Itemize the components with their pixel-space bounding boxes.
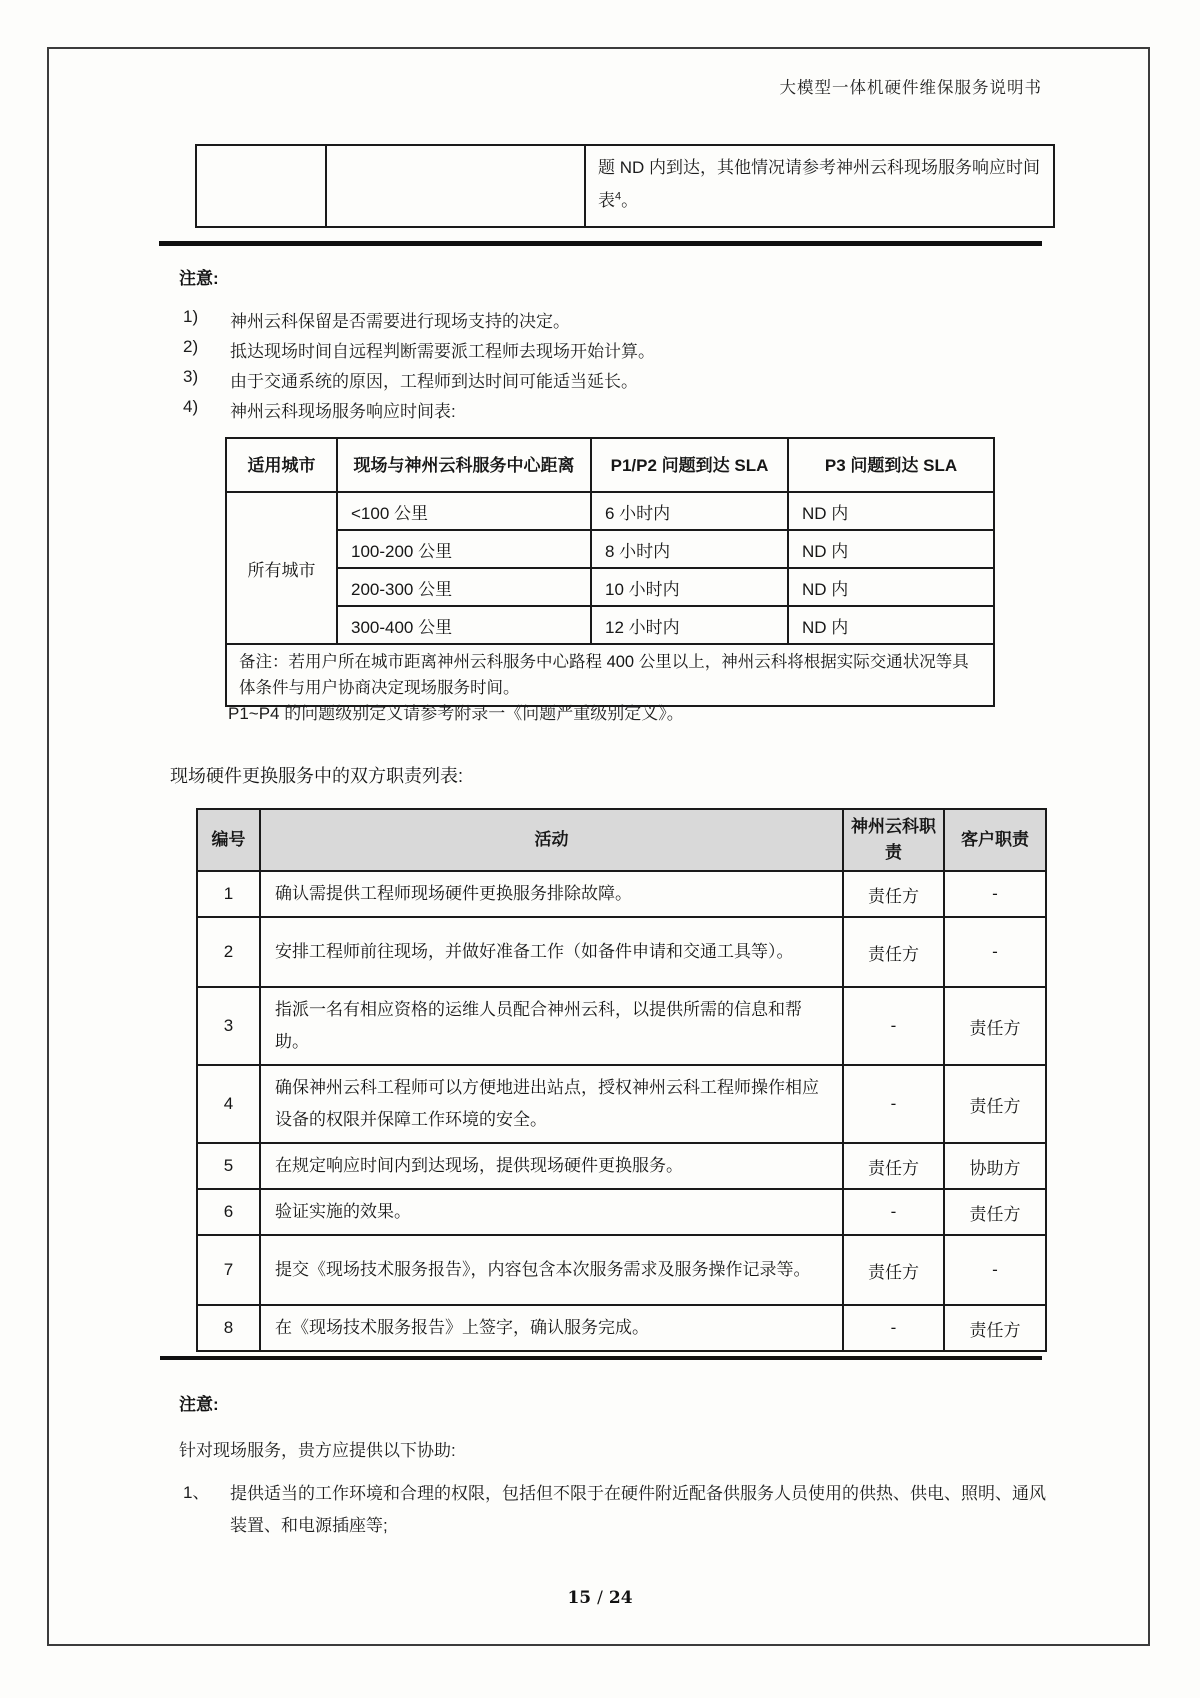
resp-row-3-vendor: - (843, 987, 944, 1065)
note-item-2-text: 抵达现场时间自远程判断需要派工程师去现场开始计算。 (230, 342, 655, 361)
resp-row-2-customer: - (944, 917, 1046, 987)
assist-item-1 (183, 1478, 1061, 1542)
resp-row-1-vendor: 责任方 (843, 871, 944, 917)
sla-row-3-p3: ND 内 (788, 568, 994, 606)
sla-row-3 (226, 568, 994, 606)
resp-header-vendor: 神州云科职责 (843, 809, 944, 871)
notes-top-label: 注意: (179, 269, 219, 288)
sla-row-3-distance: 200-300 公里 (337, 568, 591, 606)
section-divider-rule-bottom (160, 1356, 1042, 1360)
resp-row-6-no: 6 (197, 1189, 260, 1235)
assist-item-1-number: 1、 (183, 1483, 210, 1502)
footnote-marker: 4 (615, 190, 622, 203)
carryover-cell-3-tail: 。 (621, 191, 639, 210)
sla-remark-cell: 备注：若用户所在城市距离神州云科服务中心路程 400 公里以上，神州云科将根据实际交通状况等具体条件与用户协商决定现场服务时间。 (226, 644, 994, 706)
resp-row-7 (197, 1235, 1046, 1305)
sla-row-2-distance: 100-200 公里 (337, 530, 591, 568)
resp-row-7-vendor: 责任方 (843, 1235, 944, 1305)
carryover-table (195, 144, 1055, 228)
resp-row-2-activity: 安排工程师前往现场，并做好准备工作（如备件申请和交通工具等）。 (260, 917, 843, 987)
resp-row-2-no: 2 (197, 917, 260, 987)
resp-header-row (197, 809, 1046, 871)
page-footer (0, 1588, 1200, 1608)
sla-row-1-distance: <100 公里 (337, 492, 591, 530)
note-item-1-text: 神州云科保留是否需要进行现场支持的决定。 (230, 312, 570, 331)
sla-row-4-p3: ND 内 (788, 606, 994, 644)
resp-row-4-activity: 确保神州云科工程师可以方便地进出站点，授权神州云科工程师操作相应设备的权限并保障工作环境的安全。 (260, 1065, 843, 1143)
resp-row-5 (197, 1143, 1046, 1189)
sla-row-3-p12: 10 小时内 (591, 568, 788, 606)
section-divider-rule (159, 241, 1042, 246)
carryover-cell-3 (585, 145, 1054, 227)
sla-row-1-p12: 6 小时内 (591, 492, 788, 530)
resp-row-7-no: 7 (197, 1235, 260, 1305)
resp-row-2 (197, 917, 1046, 987)
note-item-1 (183, 307, 570, 332)
resp-row-4 (197, 1065, 1046, 1143)
resp-row-5-no: 5 (197, 1143, 260, 1189)
resp-row-2-vendor: 责任方 (843, 917, 944, 987)
resp-row-7-customer: - (944, 1235, 1046, 1305)
notes-bottom-intro: 针对现场服务，贵方应提供以下协助: (179, 1441, 456, 1460)
resp-row-8-activity: 在《现场技术服务报告》上签字，确认服务完成。 (260, 1305, 843, 1351)
sla-row-4-distance: 300-400 公里 (337, 606, 591, 644)
document-header-title: 大模型一体机硬件维保服务说明书 (779, 79, 1042, 97)
resp-header-customer: 客户职责 (944, 809, 1046, 871)
sla-row-1 (226, 492, 994, 530)
sla-city-cell: 所有城市 (226, 492, 337, 644)
resp-row-3-customer: 责任方 (944, 987, 1046, 1065)
resp-row-3-no: 3 (197, 987, 260, 1065)
resp-row-1-customer: - (944, 871, 1046, 917)
footer-total-pages: 24 (608, 1588, 633, 1608)
resp-row-8-vendor: - (843, 1305, 944, 1351)
resp-row-3 (197, 987, 1046, 1065)
resp-row-7-activity: 提交《现场技术服务报告》，内容包含本次服务需求及服务操作记录等。 (260, 1235, 843, 1305)
note-item-4-text: 神州云科现场服务响应时间表: (230, 402, 456, 421)
sla-row-2-p3: ND 内 (788, 530, 994, 568)
resp-row-5-vendor: 责任方 (843, 1143, 944, 1189)
resp-row-4-customer: 责任方 (944, 1065, 1046, 1143)
resp-row-6-activity: 验证实施的效果。 (260, 1189, 843, 1235)
note-item-3 (183, 367, 638, 392)
resp-row-4-no: 4 (197, 1065, 260, 1143)
resp-row-1 (197, 871, 1046, 917)
assist-item-1-text: 提供适当的工作环境和合理的权限，包括但不限于在硬件附近配备供服务人员使用的供热、供电、照明、通风装置、和电源插座等; (230, 1484, 1046, 1535)
sla-row-4-p12: 12 小时内 (591, 606, 788, 644)
carryover-cell-2 (326, 145, 585, 227)
sla-row-2-p12: 8 小时内 (591, 530, 788, 568)
resp-row-6-vendor: - (843, 1189, 944, 1235)
resp-row-1-activity: 确认需提供工程师现场硬件更换服务排除故障。 (260, 871, 843, 917)
sla-header-distance: 现场与神州云科服务中心距离 (337, 438, 591, 492)
section-title: 现场硬件更换服务中的双方职责列表: (170, 766, 463, 786)
sla-header-p12: P1/P2 问题到达 SLA (591, 438, 788, 492)
note-item-2-number: 2) (183, 337, 199, 356)
responsibilities-table (196, 808, 1047, 1352)
resp-row-8-customer: 责任方 (944, 1305, 1046, 1351)
resp-row-8 (197, 1305, 1046, 1351)
note-item-4 (183, 397, 456, 422)
note-item-1-number: 1) (183, 307, 199, 326)
notes-bottom-label: 注意: (179, 1395, 219, 1414)
resp-row-1-no: 1 (197, 871, 260, 917)
carryover-cell-3-text: 题 ND 内到达，其他情况请参考神州云科现场服务响应时间表 (598, 158, 1040, 210)
sla-remark-row (226, 644, 994, 706)
carryover-cell-1 (196, 145, 326, 227)
sla-header-city: 适用城市 (226, 438, 337, 492)
resp-row-5-customer: 协助方 (944, 1143, 1046, 1189)
resp-row-4-vendor: - (843, 1065, 944, 1143)
note-item-3-number: 3) (183, 367, 199, 386)
appendix-reference-note: P1~P4 的问题级别定义请参考附录一《问题严重级别定义》。 (228, 704, 684, 723)
note-item-2 (183, 337, 655, 362)
resp-header-no: 编号 (197, 809, 260, 871)
sla-row-2 (226, 530, 994, 568)
resp-header-activity: 活动 (260, 809, 843, 871)
note-item-3-text: 由于交通系统的原因，工程师到达时间可能适当延长。 (230, 372, 638, 391)
carryover-row (196, 145, 1054, 227)
note-item-4-number: 4) (183, 397, 199, 416)
sla-header-p3: P3 问题到达 SLA (788, 438, 994, 492)
sla-row-4 (226, 606, 994, 644)
footer-separator: / (597, 1588, 603, 1608)
resp-row-6-customer: 责任方 (944, 1189, 1046, 1235)
resp-row-6 (197, 1189, 1046, 1235)
sla-header-row (226, 438, 994, 492)
resp-row-3-activity: 指派一名有相应资格的运维人员配合神州云科，以提供所需的信息和帮助。 (260, 987, 843, 1065)
sla-row-1-p3: ND 内 (788, 492, 994, 530)
sla-response-table (225, 437, 995, 707)
resp-row-5-activity: 在规定响应时间内到达现场，提供现场硬件更换服务。 (260, 1143, 843, 1189)
footer-page-number: 15 (567, 1588, 592, 1608)
resp-row-8-no: 8 (197, 1305, 260, 1351)
